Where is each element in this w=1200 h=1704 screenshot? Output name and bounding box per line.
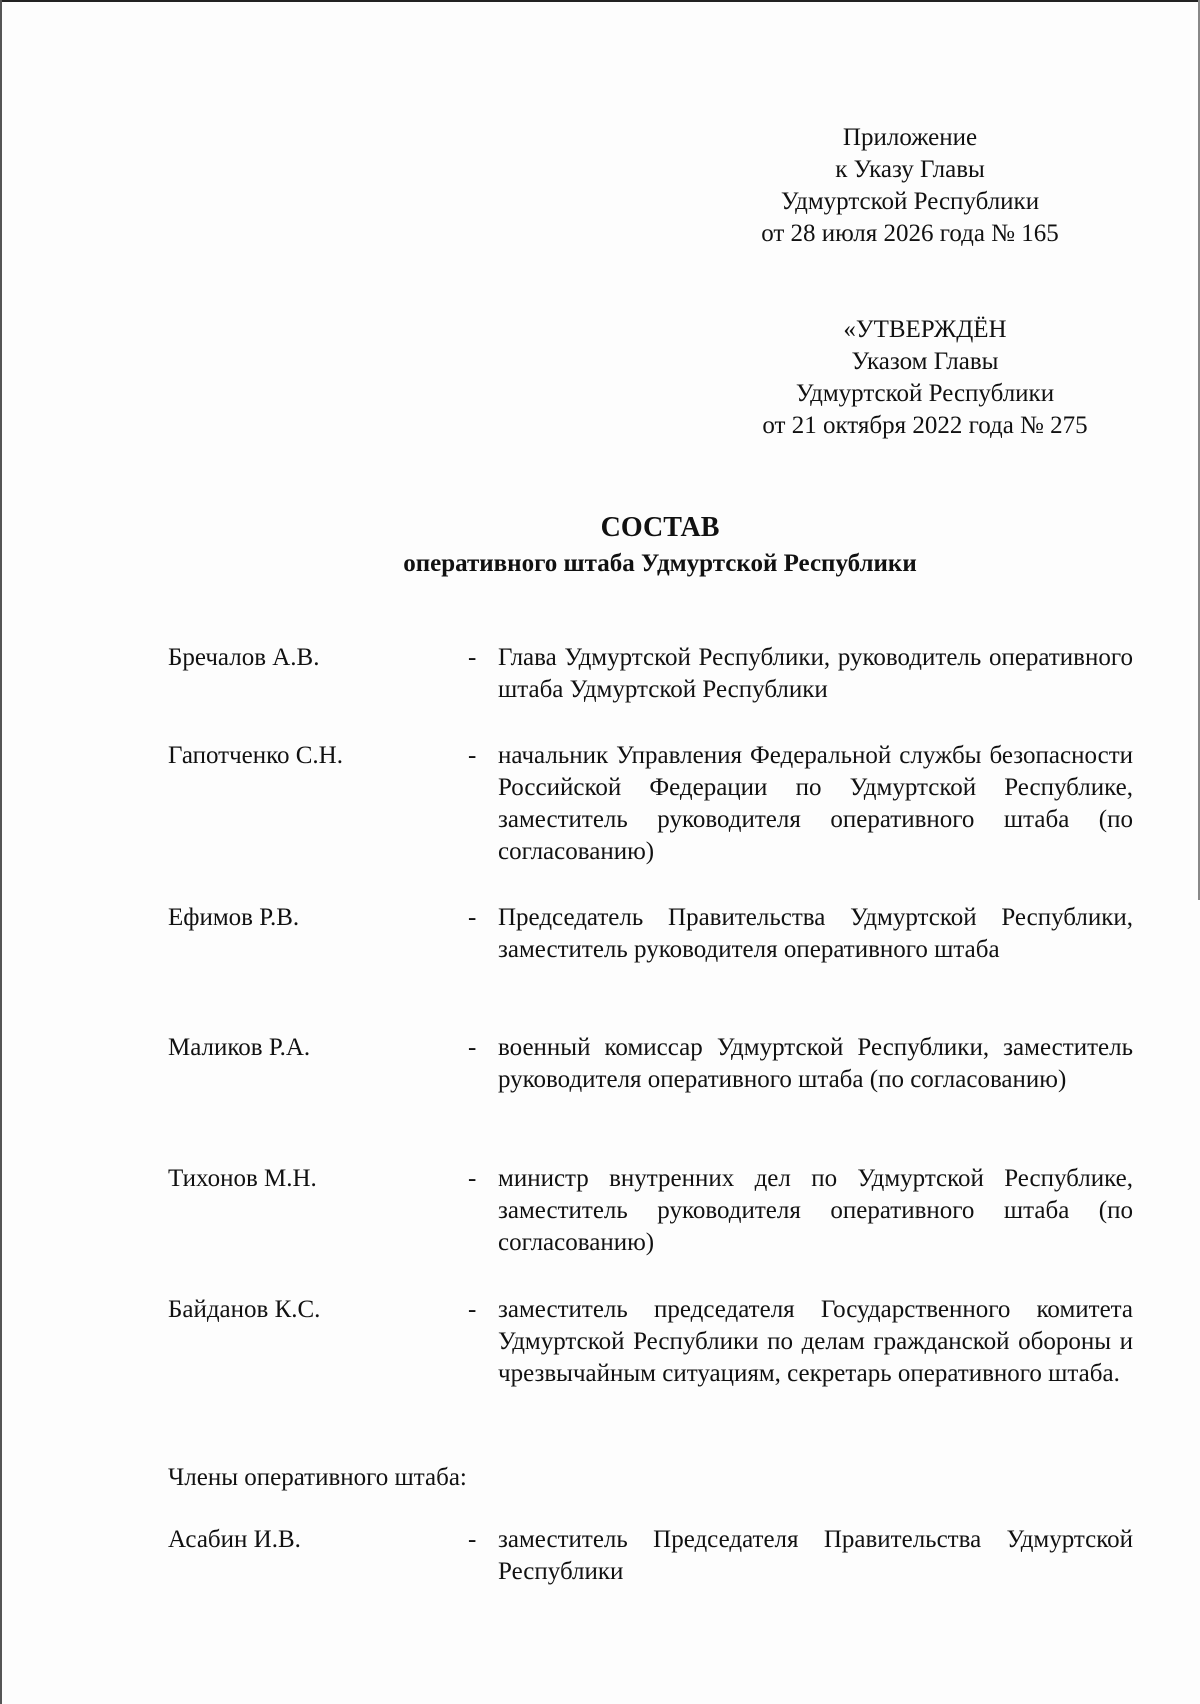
members-heading: Члены оперативного штаба: (168, 1464, 467, 1491)
member-name: Бречалов А.В. (168, 644, 320, 671)
member-position: заместитель Председателя Правительства Удмуртской Республики (498, 1526, 1133, 1585)
member-position: Глава Удмуртской Республики, руководитель оперативного штаба Удмуртской Республики (498, 644, 1133, 703)
member-position: военный комиссар Удмуртской Республики, заместитель руководителя оперативного штаба (по согласованию) (498, 1034, 1133, 1093)
member-dash: - (468, 1165, 477, 1192)
document-title (0, 510, 1200, 582)
appendix-line-3: Удмуртской Республики (780, 188, 1040, 215)
member-name: Маликов Р.А. (168, 1034, 311, 1061)
title-main: СОСТАВ (600, 512, 720, 543)
member-name: Асабин И.В. (168, 1526, 301, 1553)
appendix-line-1: Приложение (842, 124, 978, 151)
approved-header (700, 314, 1150, 442)
member-dash: - (468, 904, 477, 931)
title-sub: оперативного штаба Удмуртской Республики (403, 550, 917, 577)
member-position: начальник Управления Федеральной службы безопасности Российской Федерации по Удмуртской Республике, заместитель руководителя оперативного штаба (по согласованию) (498, 742, 1133, 865)
approved-line-1: «УТВЕРЖДЁН (843, 316, 1007, 343)
member-name: Гапотченко С.Н. (168, 742, 343, 769)
approved-line-3: Удмуртской Республики (795, 380, 1055, 407)
member-name: Тихонов М.Н. (168, 1165, 317, 1192)
scan-edge-top (0, 0, 1200, 2)
approved-line-4: от 21 октября 2022 года № 275 (762, 412, 1088, 439)
approved-line-2: Указом Главы (851, 348, 999, 375)
member-dash: - (468, 1526, 477, 1553)
member-position: Председатель Правительства Удмуртской Республики, заместитель руководителя оперативного штаба (498, 904, 1133, 963)
member-dash: - (468, 1034, 477, 1061)
appendix-line-4: от 28 июля 2026 года № 165 (761, 220, 1059, 247)
member-position: министр внутренних дел по Удмуртской Республике, заместитель руководителя оперативного штаба (по согласованию) (498, 1165, 1133, 1256)
member-position: заместитель председателя Государственного комитета Удмуртской Республики по делам гражданской обороны и чрезвычайным ситуациям, секретарь оперативного штаба. (498, 1296, 1133, 1387)
member-dash: - (468, 644, 477, 671)
appendix-line-2: к Указу Главы (835, 156, 985, 183)
appendix-header (700, 122, 1120, 250)
member-name: Ефимов Р.В. (168, 904, 300, 931)
member-name: Байданов К.С. (168, 1296, 321, 1323)
member-dash: - (468, 1296, 477, 1323)
member-dash: - (468, 742, 477, 769)
scan-edge-left (0, 0, 2, 1704)
